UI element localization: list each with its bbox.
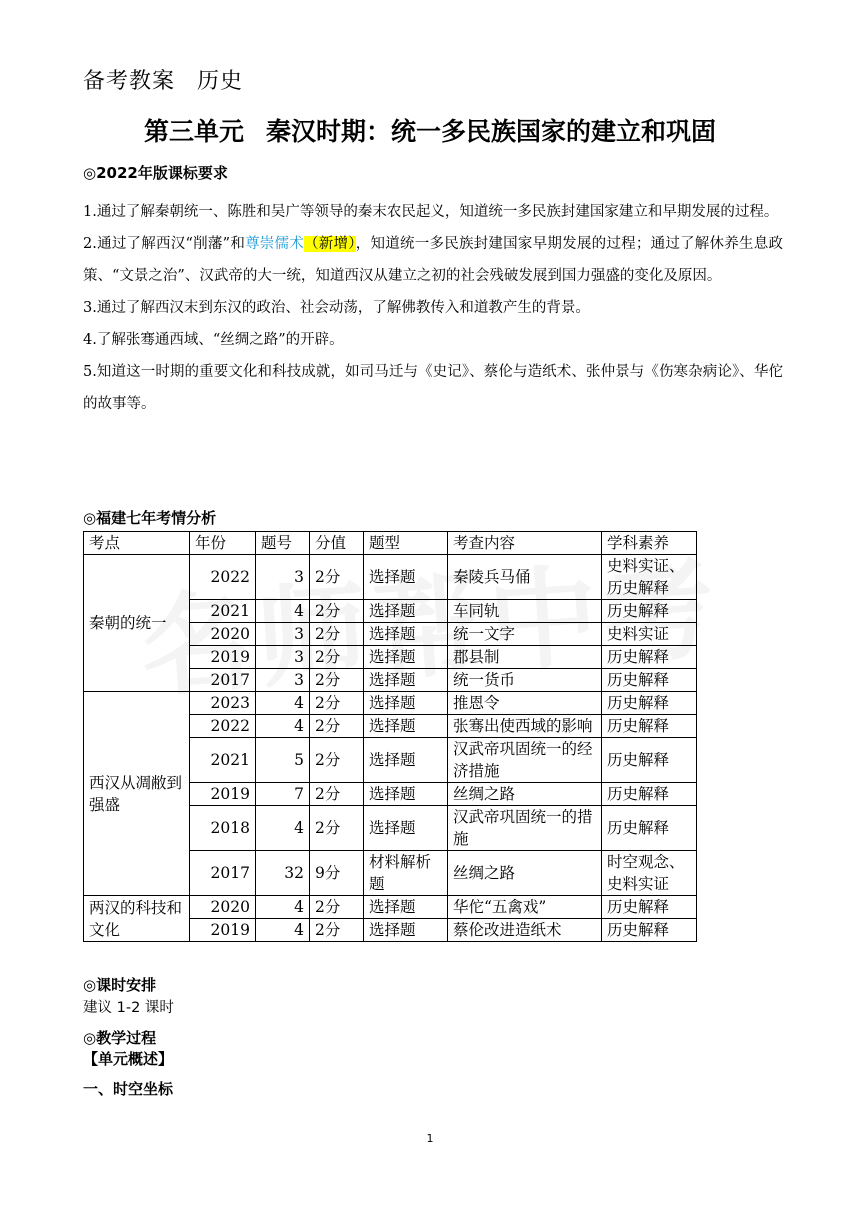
standards-list — [83, 196, 783, 420]
standard-item-1: 1.通过了解秦朝统一、陈胜和吴广等领导的秦末农民起义，知道统一多民族封建国家建立和早期发展的过程。 — [83, 204, 779, 220]
table-question-no-cell: 4 — [256, 806, 310, 851]
table-type-cell: 选择题 — [364, 555, 448, 600]
doc-header — [83, 64, 243, 95]
table-skill-cell: 历史解释 — [602, 692, 697, 715]
table-question-no-cell: 7 — [256, 783, 310, 806]
table-row — [84, 896, 697, 919]
highlight-yellow: （新增） — [304, 236, 356, 252]
table-content-cell: 秦陵兵马俑 — [448, 555, 602, 600]
table-question-no-cell: 3 — [256, 623, 310, 646]
standard-item-3: 3.通过了解西汉末到东汉的政治、社会动荡，了解佛教传入和道教产生的背景。 — [83, 300, 590, 316]
standard-item-2-text-a: 2.通过了解西汉“削藩”和 — [83, 236, 246, 252]
table-content-cell: 张骞出使西域的影响 — [448, 715, 602, 738]
table-year-cell: 2017 — [190, 851, 256, 896]
table-content-cell: 推恩令 — [448, 692, 602, 715]
table-type-cell: 选择题 — [364, 692, 448, 715]
table-year-cell: 2021 — [190, 600, 256, 623]
table-row — [84, 692, 697, 715]
exam-analysis-table — [83, 531, 697, 942]
table-type-cell: 选择题 — [364, 623, 448, 646]
table-score-cell: 2分 — [310, 555, 364, 600]
table-type-cell: 选择题 — [364, 600, 448, 623]
table-score-cell: 2分 — [310, 715, 364, 738]
table-type-cell: 材料解析题 — [364, 851, 448, 896]
standard-item-2-text-b: ，知道统一多民族封建国家早期发展的过程；通过了解休养生息政策、“文景之治”、汉武帝的大一统，知道西汉从建立之初的社会残破发展到国力强盛的变化及原因。 — [83, 236, 784, 284]
schedule-heading: ◎课时安排 — [83, 976, 157, 994]
table-topic-cell: 西汉从凋敝到强盛 — [84, 692, 190, 896]
analysis-heading: ◎福建七年考情分析 — [83, 509, 217, 527]
unit-title — [0, 112, 860, 148]
table-score-cell: 2分 — [310, 738, 364, 783]
table-header-cell: 题号 — [256, 532, 310, 555]
table-question-no-cell: 4 — [256, 715, 310, 738]
table-type-cell: 选择题 — [364, 715, 448, 738]
table-score-cell: 2分 — [310, 919, 364, 942]
table-year-cell: 2019 — [190, 783, 256, 806]
table-type-cell: 选择题 — [364, 783, 448, 806]
table-year-cell: 2022 — [190, 715, 256, 738]
doc-header-name: 备考教案 — [83, 69, 176, 94]
table-year-cell: 2022 — [190, 555, 256, 600]
table-question-no-cell: 32 — [256, 851, 310, 896]
table-content-cell: 统一文字 — [448, 623, 602, 646]
table-score-cell: 2分 — [310, 600, 364, 623]
table-row — [84, 555, 697, 600]
table-topic-cell: 秦朝的统一 — [84, 555, 190, 692]
table-type-cell: 选择题 — [364, 806, 448, 851]
unit-topic: 秦汉时期：统一多民族国家的建立和巩固 — [266, 117, 717, 146]
table-skill-cell: 历史解释 — [602, 806, 697, 851]
table-content-cell: 汉武帝巩固统一的经济措施 — [448, 738, 602, 783]
table-score-cell: 2分 — [310, 806, 364, 851]
table-question-no-cell: 4 — [256, 600, 310, 623]
table-skill-cell: 历史解释 — [602, 896, 697, 919]
table-content-cell: 车同轨 — [448, 600, 602, 623]
table-question-no-cell: 3 — [256, 669, 310, 692]
table-topic-cell: 两汉的科技和文化 — [84, 896, 190, 942]
table-type-cell: 选择题 — [364, 738, 448, 783]
table-skill-cell: 史料实证 — [602, 623, 697, 646]
table-skill-cell: 史料实证、历史解释 — [602, 555, 697, 600]
table-skill-cell: 时空观念、史料实证 — [602, 851, 697, 896]
table-header-cell: 考点 — [84, 532, 190, 555]
table-year-cell: 2019 — [190, 646, 256, 669]
table-header-cell: 分值 — [310, 532, 364, 555]
table-score-cell: 2分 — [310, 646, 364, 669]
table-content-cell: 华佗“五禽戏” — [448, 896, 602, 919]
standard-item-5: 5.知道这一时期的重要文化和科技成就，如司马迁与《史记》、蔡伦与造纸术、张仲景与《伤寒杂病论》、华佗的故事等。 — [83, 364, 783, 412]
standards-heading: ◎2022年版课标要求 — [83, 164, 228, 182]
table-content-cell: 郡县制 — [448, 646, 602, 669]
doc-header-subject: 历史 — [197, 69, 244, 94]
table-year-cell: 2018 — [190, 806, 256, 851]
table-skill-cell: 历史解释 — [602, 600, 697, 623]
page-number: 1 — [426, 1132, 434, 1145]
process-heading: ◎教学过程 — [83, 1029, 157, 1047]
table-score-cell: 2分 — [310, 669, 364, 692]
table-question-no-cell: 3 — [256, 646, 310, 669]
table-question-no-cell: 5 — [256, 738, 310, 783]
table-question-no-cell: 3 — [256, 555, 310, 600]
table-question-no-cell: 4 — [256, 692, 310, 715]
table-question-no-cell: 4 — [256, 919, 310, 942]
table-skill-cell: 历史解释 — [602, 646, 697, 669]
table-score-cell: 2分 — [310, 783, 364, 806]
table-year-cell: 2023 — [190, 692, 256, 715]
standard-item-4: 4.了解张骞通西域、“丝绸之路”的开辟。 — [83, 332, 344, 348]
table-type-cell: 选择题 — [364, 919, 448, 942]
table-content-cell: 丝绸之路 — [448, 783, 602, 806]
table-score-cell: 2分 — [310, 896, 364, 919]
table-skill-cell: 历史解释 — [602, 738, 697, 783]
table-year-cell: 2020 — [190, 623, 256, 646]
table-score-cell: 2分 — [310, 623, 364, 646]
table-score-cell: 9分 — [310, 851, 364, 896]
table-content-cell: 蔡伦改进造纸术 — [448, 919, 602, 942]
table-header-cell: 年份 — [190, 532, 256, 555]
schedule-text: 建议 1-2 课时 — [83, 1000, 174, 1016]
table-skill-cell: 历史解释 — [602, 783, 697, 806]
table-content-cell: 统一货币 — [448, 669, 602, 692]
unit-number: 第三单元 — [143, 117, 244, 146]
table-header-cell: 题型 — [364, 532, 448, 555]
table-type-cell: 选择题 — [364, 669, 448, 692]
table-content-cell: 汉武帝巩固统一的措施 — [448, 806, 602, 851]
section-heading-1: 一、时空坐标 — [83, 1080, 174, 1098]
unit-overview-heading: 【单元概述】 — [83, 1050, 174, 1068]
table-header-cell: 考查内容 — [448, 532, 602, 555]
table-skill-cell: 历史解释 — [602, 669, 697, 692]
table-skill-cell: 历史解释 — [602, 715, 697, 738]
table-skill-cell: 历史解释 — [602, 919, 697, 942]
standard-item-2 — [83, 228, 783, 292]
table-content-cell: 丝绸之路 — [448, 851, 602, 896]
table-type-cell: 选择题 — [364, 896, 448, 919]
table-score-cell: 2分 — [310, 692, 364, 715]
table-type-cell: 选择题 — [364, 646, 448, 669]
table-question-no-cell: 4 — [256, 896, 310, 919]
table-year-cell: 2019 — [190, 919, 256, 942]
table-year-cell: 2017 — [190, 669, 256, 692]
table-header-cell: 学科素养 — [602, 532, 697, 555]
table-year-cell: 2021 — [190, 738, 256, 783]
table-year-cell: 2020 — [190, 896, 256, 919]
highlight-cyan: 尊崇儒术 — [245, 236, 305, 252]
table-header-row — [84, 532, 697, 555]
